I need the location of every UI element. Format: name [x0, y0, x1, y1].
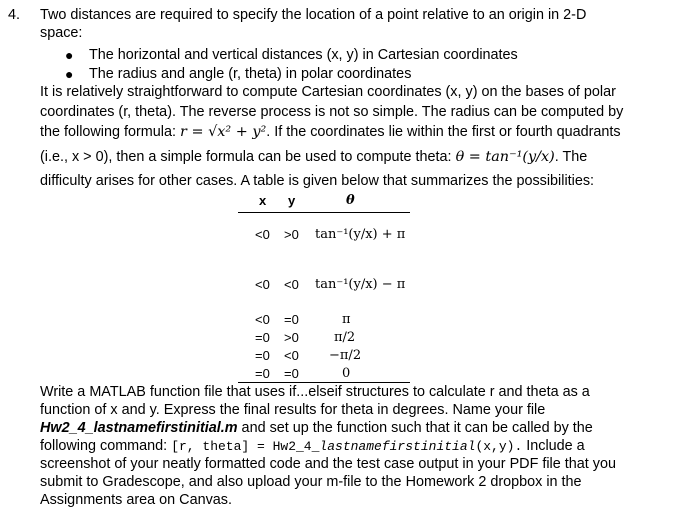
row-x: =0 — [255, 330, 270, 345]
instr-line-4b: Include a — [522, 438, 585, 454]
command-code-end: (x,y). — [475, 439, 523, 454]
instr-line-4a: following command: — [40, 438, 172, 454]
para-line-3 — [40, 124, 621, 140]
instr-line-4 — [40, 438, 585, 454]
bullet-item-1: The horizontal and vertical distances (x, y) in Cartesian coordinates — [89, 47, 518, 63]
row-y: <0 — [284, 348, 299, 363]
table-header-x: x — [259, 193, 267, 208]
para-line-1: It is relatively straightforward to compute Cartesian coordinates (x, y) on the bases of polar — [40, 84, 616, 100]
row-x: <0 — [255, 277, 270, 292]
instr-line-6: submit to Gradescope, and also upload your m-file to the Homework 2 dropbox in the — [40, 474, 582, 490]
row-theta: tan⁻¹(y/x) − π — [315, 277, 406, 292]
radius-formula: r = √x² + y² — [179, 124, 267, 140]
instr-line-3 — [40, 420, 593, 436]
table-header-theta: θ — [346, 193, 355, 208]
intro-line-1: Two distances are required to specify the location of a point relative to an origin in 2-D — [40, 7, 587, 23]
row-x: =0 — [255, 348, 270, 363]
row-y: <0 — [284, 277, 299, 292]
intro-line-2: space: — [40, 25, 83, 41]
row-x: <0 — [255, 227, 270, 242]
para-line-5: difficulty arises for other cases. A table is given below that summarizes the possibilities: — [40, 173, 595, 189]
instr-line-2: function of x and y. Express the final results for theta in degrees. Name your file — [40, 402, 546, 418]
row-y: =0 — [284, 312, 299, 327]
instr-line-5: screenshot of your neatly formatted code and the test case output in your PDF file that you — [40, 456, 616, 472]
instr-line-3-rest: and set up the function such that it can be called by the — [237, 420, 593, 436]
row-y: =0 — [284, 366, 299, 381]
instr-line-7: Assignments area on Canvas. — [40, 492, 232, 508]
para-line-3a: the following formula: — [40, 124, 180, 140]
bullet-icon: ● — [65, 66, 74, 82]
row-theta: π/2 — [334, 330, 356, 345]
para-line-4b: . The — [554, 149, 588, 165]
row-theta: tan⁻¹(y/x) + π — [315, 227, 406, 242]
table-header-rule — [238, 212, 410, 213]
para-line-3b: . If the coordinates lie within the first or fourth quadrants — [266, 124, 621, 140]
row-x: <0 — [255, 312, 270, 327]
bullet-icon: ● — [65, 47, 74, 63]
command-code-italic: lastnamefirstinitial — [319, 439, 476, 454]
row-y: >0 — [284, 330, 299, 345]
row-theta: π — [342, 312, 351, 327]
bullet-item-2: The radius and angle (r, theta) in polar coordinates — [89, 66, 412, 82]
para-line-4a: (i.e., x > 0), then a simple formula can be used to compute theta: — [40, 149, 456, 165]
row-x: =0 — [255, 366, 270, 381]
row-theta: −π/2 — [329, 348, 362, 363]
para-line-4 — [40, 149, 587, 165]
question-number: 4. — [8, 7, 21, 23]
row-y: >0 — [284, 227, 299, 242]
table-header-y: y — [288, 193, 296, 208]
command-code: [r, theta] = Hw2_4_ — [171, 439, 320, 454]
row-theta: 0 — [342, 366, 351, 381]
instr-line-1: Write a MATLAB function file that uses if...elseif structures to calculate r and theta as a — [40, 384, 590, 400]
file-name: Hw2_4_lastnamefirstinitial.m — [40, 420, 238, 436]
table-bottom-rule — [238, 382, 410, 383]
para-line-2: coordinates (r, theta). The reverse process is not so simple. The radius can be computed by — [40, 104, 624, 120]
theta-formula: θ = tan⁻¹(y/x) — [455, 149, 555, 165]
